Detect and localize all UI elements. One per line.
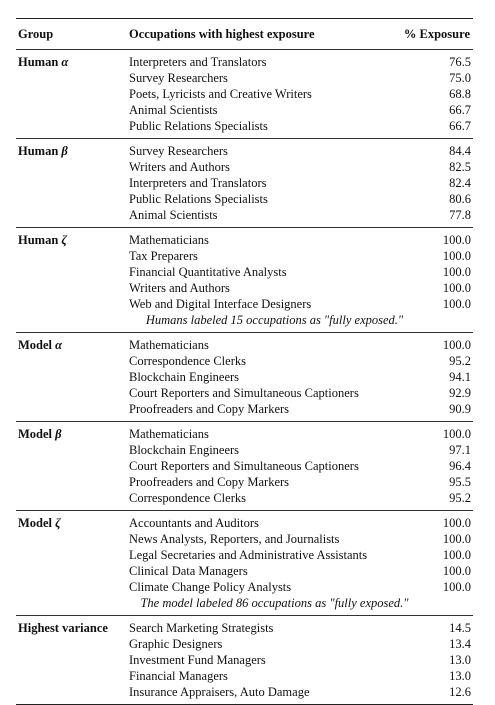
occupation-cell: Survey Researchers (129, 71, 228, 85)
table-row (16, 636, 473, 652)
occupation-cell: Court Reporters and Simultaneous Captioners (129, 386, 359, 400)
occupation-cell: Interpreters and Translators (129, 55, 267, 69)
header-exposure: % Exposure (403, 27, 470, 41)
occupation-cell: Legal Secretaries and Administrative Assistants (129, 548, 368, 562)
table-row (16, 207, 473, 223)
exposure-cell: 66.7 (449, 103, 471, 117)
table-row (16, 102, 473, 118)
occupation-cell: Graphic Designers (129, 637, 223, 651)
exposure-cell: 97.1 (449, 443, 471, 457)
table-row (16, 86, 473, 102)
exposure-cell: 100.0 (442, 516, 471, 530)
occupation-cell: Proofreaders and Copy Markers (129, 475, 290, 489)
occupation-cell: Insurance Appraisers, Auto Damage (129, 685, 310, 699)
section-rows (16, 511, 473, 615)
table-row (16, 515, 473, 531)
exposure-cell: 100.0 (442, 548, 471, 562)
table-row (16, 353, 473, 369)
table-row (16, 563, 473, 579)
group-name: Highest variance (18, 621, 108, 635)
exposure-cell: 100.0 (442, 297, 471, 311)
occupation-cell: Writers and Authors (129, 160, 230, 174)
occupation-cell: Investment Fund Managers (129, 653, 266, 667)
exposure-table (16, 18, 473, 705)
exposure-cell: 100.0 (442, 427, 471, 441)
occupation-cell: Financial Managers (129, 669, 228, 683)
table-row (16, 175, 473, 191)
table-row (16, 118, 473, 134)
exposure-cell: 66.7 (449, 119, 471, 133)
exposure-cell: 90.9 (449, 402, 471, 416)
group-symbol: ζ (61, 233, 67, 247)
table-row (16, 248, 473, 264)
exposure-cell: 100.0 (442, 580, 471, 594)
table-row (16, 531, 473, 547)
group-name: Model (18, 427, 53, 441)
table-row (16, 232, 473, 248)
table-row (16, 426, 473, 442)
occupation-cell: Mathematicians (129, 338, 209, 352)
exposure-cell: 100.0 (442, 281, 471, 295)
section-rows (16, 616, 473, 704)
table-section (16, 228, 473, 332)
table-row (16, 652, 473, 668)
exposure-cell: 84.4 (449, 144, 471, 158)
occupation-cell: Animal Scientists (129, 208, 218, 222)
section-rows (16, 50, 473, 138)
table-header-row (16, 19, 473, 49)
table-section (16, 616, 473, 704)
group-name: Model (18, 516, 53, 530)
section-note: Humans labeled 15 occupations as "fully exposed." (145, 313, 404, 327)
occupation-cell: Financial Quantitative Analysts (129, 265, 287, 279)
occupation-cell: Climate Change Policy Analysts (129, 580, 292, 594)
group-symbol: α (55, 338, 63, 352)
table-row (16, 668, 473, 684)
section-note: The model labeled 86 occupations as "fully exposed." (140, 596, 409, 610)
table-row (16, 369, 473, 385)
exposure-cell: 92.9 (449, 386, 471, 400)
occupation-cell: Correspondence Clerks (129, 491, 246, 505)
table-row (16, 280, 473, 296)
table-section (16, 511, 473, 615)
exposure-cell: 100.0 (442, 249, 471, 263)
table-row (16, 143, 473, 159)
occupation-cell: Animal Scientists (129, 103, 218, 117)
header-occupation: Occupations with highest exposure (129, 27, 315, 41)
exposure-cell: 13.0 (449, 653, 471, 667)
occupation-cell: Court Reporters and Simultaneous Captioners (129, 459, 359, 473)
group-symbol: β (55, 427, 62, 441)
section-rows (16, 422, 473, 510)
occupation-cell: Web and Digital Interface Designers (129, 297, 312, 311)
exposure-cell: 95.5 (449, 475, 471, 489)
group-symbol: ζ (55, 516, 61, 530)
group-name: Human (18, 55, 59, 69)
exposure-cell: 13.0 (449, 669, 471, 683)
occupation-cell: Proofreaders and Copy Markers (129, 402, 290, 416)
occupation-cell: Public Relations Specialists (129, 192, 268, 206)
exposure-cell: 12.6 (449, 685, 471, 699)
header-group: Group (18, 27, 54, 41)
exposure-cell: 100.0 (442, 532, 471, 546)
exposure-cell: 100.0 (442, 233, 471, 247)
table-row (16, 70, 473, 86)
table-row (16, 579, 473, 595)
occupation-cell: Poets, Lyricists and Creative Writers (129, 87, 312, 101)
section-rows (16, 228, 473, 332)
exposure-cell: 82.5 (449, 160, 471, 174)
group-symbol: α (61, 55, 69, 69)
group-name: Model (18, 338, 53, 352)
occupation-cell: Correspondence Clerks (129, 354, 246, 368)
exposure-cell: 94.1 (449, 370, 471, 384)
exposure-cell: 76.5 (449, 55, 471, 69)
group-name: Human (18, 144, 59, 158)
exposure-cell: 68.8 (449, 87, 471, 101)
occupation-cell: News Analysts, Reporters, and Journalists (129, 532, 340, 546)
table-section (16, 50, 473, 138)
table-row (16, 458, 473, 474)
occupation-cell: Tax Preparers (129, 249, 198, 263)
exposure-cell: 80.6 (449, 192, 471, 206)
occupation-cell: Blockchain Engineers (129, 443, 240, 457)
occupation-cell: Mathematicians (129, 233, 209, 247)
exposure-cell: 95.2 (449, 491, 471, 505)
exposure-cell: 13.4 (449, 637, 471, 651)
exposure-cell: 82.4 (449, 176, 471, 190)
table-row (16, 337, 473, 353)
occupation-cell: Mathematicians (129, 427, 209, 441)
exposure-cell: 95.2 (449, 354, 471, 368)
table-row (16, 547, 473, 563)
table-row (16, 490, 473, 506)
exposure-cell: 14.5 (449, 621, 471, 635)
group-name: Human (18, 233, 59, 247)
occupation-cell: Survey Researchers (129, 144, 228, 158)
occupation-cell: Writers and Authors (129, 281, 230, 295)
exposure-cell: 96.4 (449, 459, 471, 473)
table-row (16, 296, 473, 312)
exposure-cell: 100.0 (442, 338, 471, 352)
section-rows (16, 139, 473, 227)
occupation-cell: Clinical Data Managers (129, 564, 248, 578)
occupation-cell: Accountants and Auditors (129, 516, 259, 530)
table-row (16, 54, 473, 70)
exposure-cell: 100.0 (442, 265, 471, 279)
group-symbol: β (61, 144, 68, 158)
exposure-cell: 77.8 (449, 208, 471, 222)
occupation-cell: Blockchain Engineers (129, 370, 240, 384)
table-row (16, 684, 473, 700)
table-row (16, 191, 473, 207)
exposure-cell: 75.0 (449, 71, 471, 85)
occupation-cell: Interpreters and Translators (129, 176, 267, 190)
table-row (16, 385, 473, 401)
table-section (16, 422, 473, 510)
occupation-cell: Public Relations Specialists (129, 119, 268, 133)
table-section (16, 333, 473, 421)
table-row (16, 401, 473, 417)
occupation-cell: Search Marketing Strategists (129, 621, 274, 635)
table-row (16, 474, 473, 490)
table-row (16, 620, 473, 636)
table-section (16, 139, 473, 227)
table-row (16, 264, 473, 280)
table-row (16, 442, 473, 458)
table-body (16, 50, 473, 704)
section-rows (16, 333, 473, 421)
exposure-cell: 100.0 (442, 564, 471, 578)
table-row (16, 159, 473, 175)
